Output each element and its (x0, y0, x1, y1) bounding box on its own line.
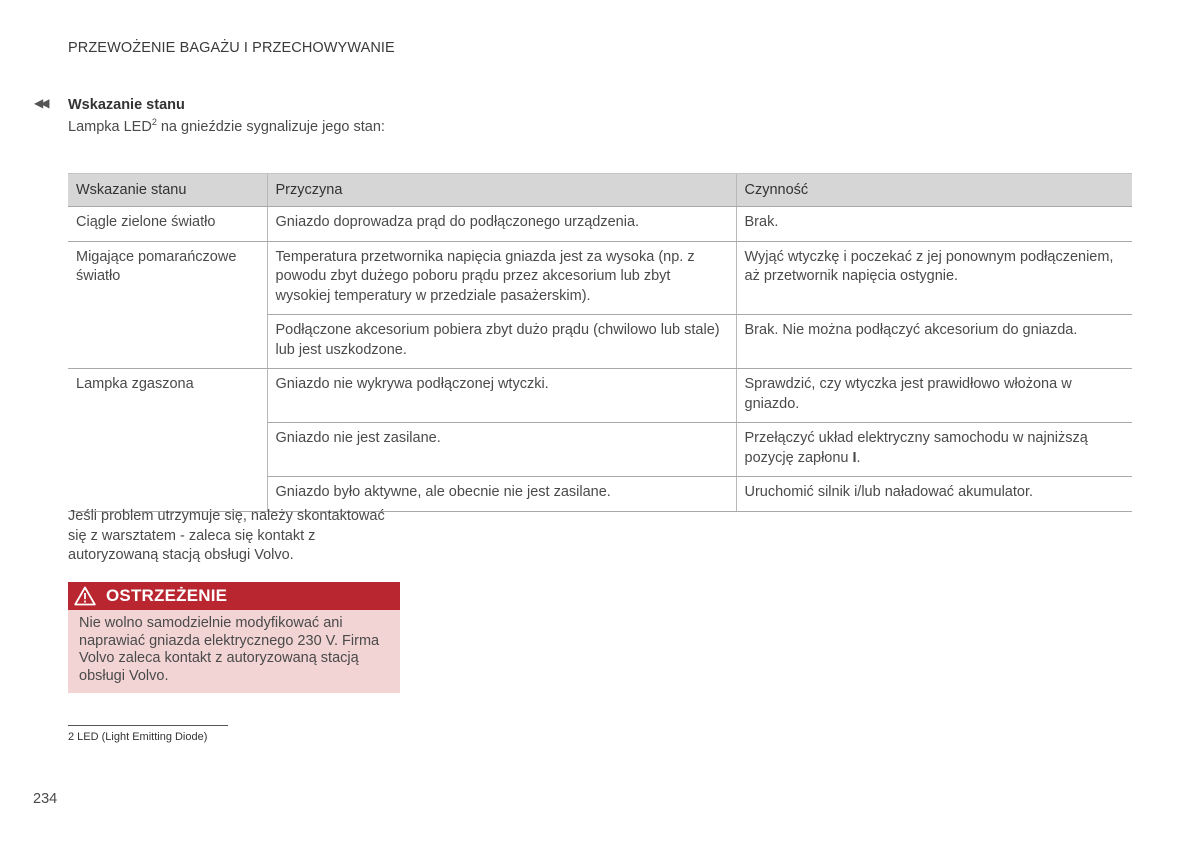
status-table (68, 173, 1132, 512)
cause-cell: Temperatura przetwornika napięcia gniazda jest za wysoka (np. z powodu zbyt dużego poboru prądu przez akcesorium lub zbyt wysokiej temperatury w przedziale pasażerskim). (267, 241, 736, 315)
warning-triangle-icon (74, 585, 96, 607)
table-row (68, 241, 1132, 315)
cause-cell: Gniazdo było aktywne, ale obecnie nie jest zasilane. (267, 477, 736, 512)
footnote: 2 LED (Light Emitting Diode) (68, 731, 208, 743)
warning-header (68, 582, 400, 610)
action-cell (736, 423, 1132, 477)
cause-cell: Gniazdo doprowadza prąd do podłączonego urządzenia. (267, 207, 736, 242)
warning-text: Nie wolno samodzielnie modyfikować ani naprawiać gniazda elektrycznego 230 V. Firma Volvo zaleca kontakt z autoryzowaną stacją obsługi Volvo. (79, 615, 380, 684)
column-header-cause: Przyczyna (267, 174, 736, 207)
warning-title: OSTRZEŻENIE (106, 586, 228, 605)
page-number: 234 (33, 791, 58, 807)
page-header-title: PRZEWOŻENIE BAGAŻU I PRZECHOWYWANIE (68, 40, 395, 56)
cause-cell: Podłączone akcesorium pobiera zbyt dużo prądu (chwilowo lub stale) lub jest uszkodzone. (267, 315, 736, 369)
action-cell: Uruchomić silnik i/lub naładować akumulator. (736, 477, 1132, 512)
double-chevron-left-icon: ◀◀ (34, 96, 47, 110)
action-cell: Wyjąć wtyczkę i poczekać z jej ponownym podłączeniem, aż przetwornik napięcia ostygnie. (736, 241, 1132, 315)
cause-cell: Gniazdo nie wykrywa podłączonej wtyczki. (267, 369, 736, 423)
action-cell: Sprawdzić, czy wtyczka jest prawidłowo włożona w gniazdo. (736, 369, 1132, 423)
action-text-end: . (856, 449, 861, 466)
action-cell: Brak. Nie można podłączyć akcesorium do gniazda. (736, 315, 1132, 369)
intro-text (68, 119, 385, 135)
status-cell: Migające pomarańczowe światło (68, 241, 267, 369)
status-cell: Lampka zgaszona (68, 369, 267, 512)
footnote-ref: 2 (151, 117, 157, 128)
action-cell: Brak. (736, 207, 1132, 242)
column-header-action: Czynność (736, 174, 1132, 207)
warning-box (68, 582, 400, 693)
status-cell: Ciągle zielone światło (68, 207, 267, 242)
ignition-position-label: I (852, 449, 857, 466)
intro-text-end: na gnieździe sygnalizuje jego stan: (156, 119, 385, 135)
table-header-row (68, 174, 1132, 207)
contact-paragraph: Jeśli problem utrzymuje się, należy skontaktować się z warsztatem - zaleca się kontakt z autoryzowaną stacją obsługi Volvo. (68, 508, 385, 563)
cause-cell: Gniazdo nie jest zasilane. (267, 423, 736, 477)
column-header-status: Wskazanie stanu (68, 174, 267, 207)
table-row (68, 207, 1132, 242)
action-text: Przełączyć układ elektryczny samochodu w najniższą pozycję zapłonu (744, 430, 1088, 466)
section-heading: Wskazanie stanu (68, 97, 185, 113)
footnote-divider (68, 725, 228, 726)
table-row (68, 369, 1132, 423)
intro-text-start: Lampka LED (68, 119, 152, 135)
